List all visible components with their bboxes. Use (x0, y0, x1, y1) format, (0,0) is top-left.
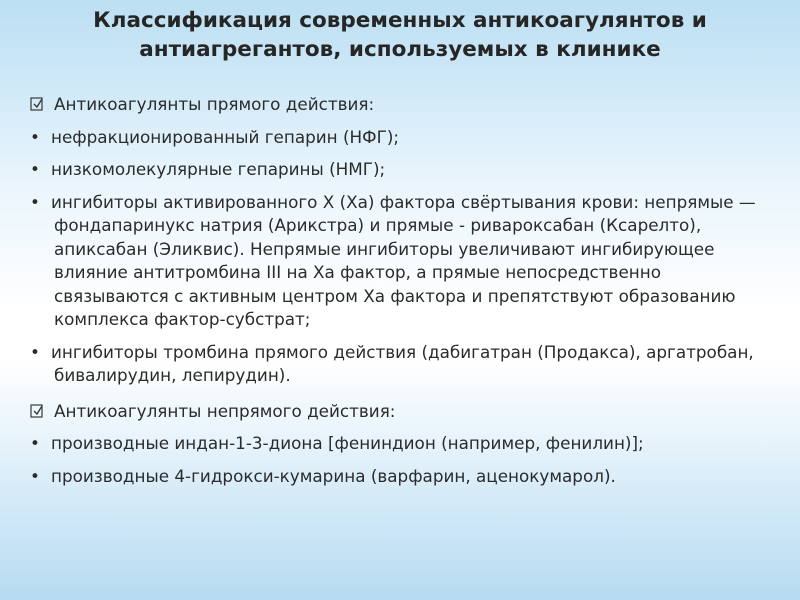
bullet-dot-icon: • (30, 126, 40, 147)
section-heading-label: Антикоагулянты непрямого действия: (54, 400, 396, 421)
list-item (30, 158, 770, 182)
list-item-text: производные 4-гидрокси-кумарина (варфарин, аценокумарол). (51, 465, 616, 486)
list-item (30, 465, 770, 489)
checkbox-arrow-icon (30, 93, 44, 117)
section-heading-indirect (30, 400, 770, 424)
list-item-text: низкомолекулярные гепарины (НМГ); (51, 159, 386, 179)
slide-content (30, 93, 770, 497)
bullet-dot-icon: • (30, 159, 40, 179)
checkbox-arrow-icon (30, 400, 44, 424)
bullet-dot-icon: • (30, 433, 40, 453)
list-item (30, 341, 770, 388)
bullet-dot-icon: • (30, 465, 40, 486)
list-item-text: ингибиторы тромбина прямого действия (дабигатран (Продакса), аргатробан, бивалирудин, лепирудин). (51, 341, 754, 385)
bullet-dot-icon: • (30, 341, 40, 362)
section-heading-label: Антикоагулянты прямого действия: (54, 94, 375, 114)
list-item (30, 126, 770, 150)
list-item-text: ингибиторы активированного X (Xa) фактора свёртывания крови: непрямые — фондапаринукс натрия (Арикстра) и прямые - ривароксабан (Ксарелто), апиксабан (Эликвис). Непрямые ингибиторы увеличивают ингибирующее влияние антитромбина III на Xa фактор, а прямые непосредственно связываются с активным центром Xa фактора и препятствуют образованию комплекса фактор-субстрат; (51, 191, 756, 329)
list-item (30, 432, 770, 456)
slide-title: Классификация современных антикоагулянтов и антиагрегантов, используемых в клинике (93, 8, 707, 62)
list-item (30, 191, 770, 332)
section-heading-direct (30, 93, 770, 117)
bullet-dot-icon: • (30, 191, 40, 212)
list-item-text: нефракционированный гепарин (НФГ); (51, 126, 400, 147)
list-item-text: производные индан-1-3-диона [фениндион (например, фенилин)]; (51, 433, 644, 453)
